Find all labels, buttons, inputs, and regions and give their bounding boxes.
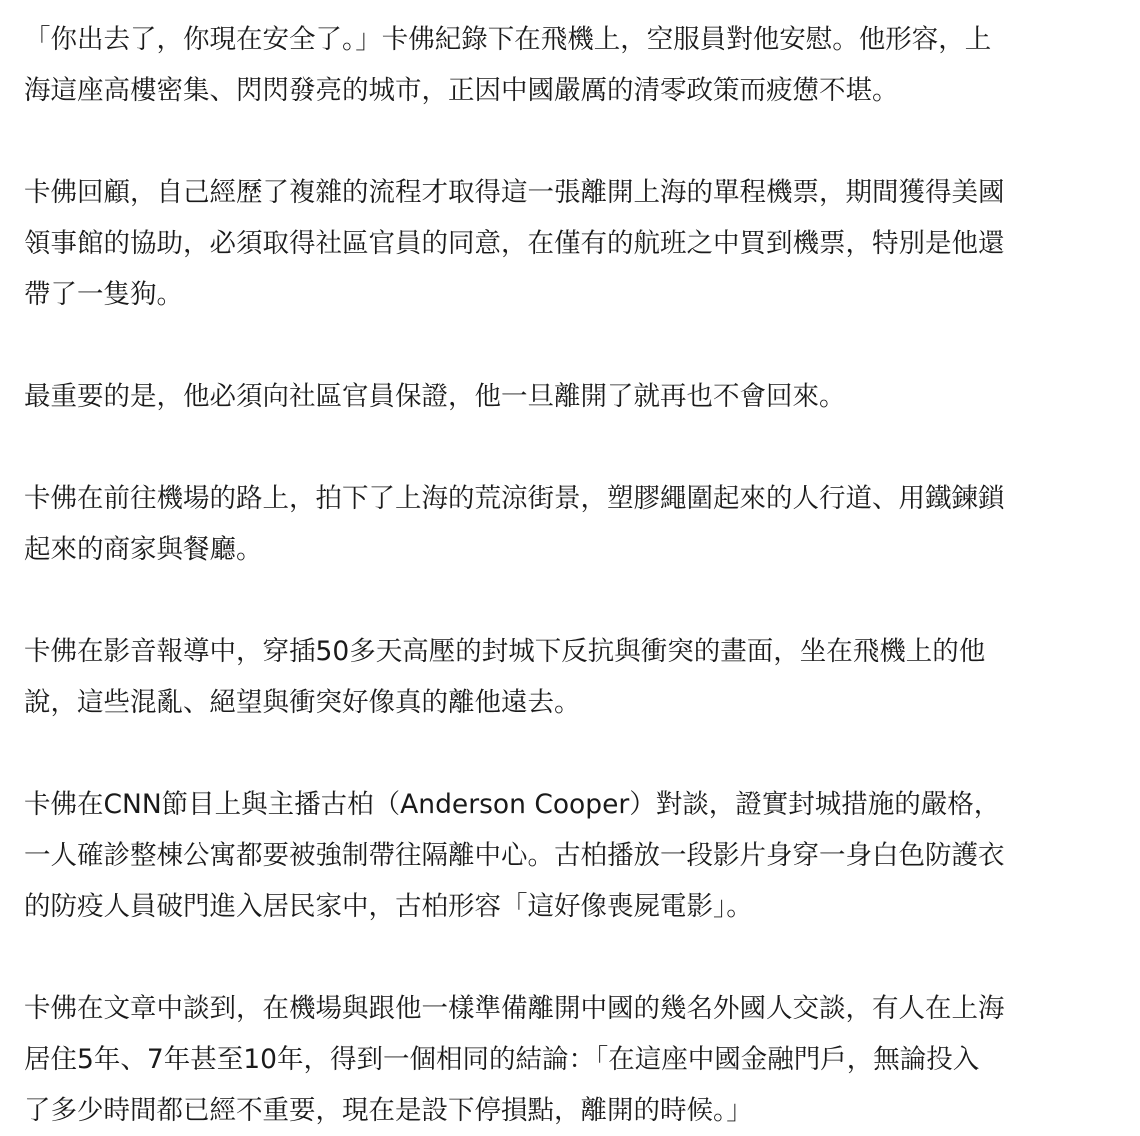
text-line: 卡佛在文章中談到，在機場與跟他一樣準備離開中國的幾名外國人交談，有人在上海: [24, 993, 1005, 1024]
paragraph-promise: [24, 371, 1116, 422]
paragraph-foreigners-conclusion: [24, 983, 1116, 1136]
paragraph-cnn-interview: [24, 779, 1116, 932]
text-line: 領事館的協助，必須取得社區官員的同意，在僅有的航班之中買到機票，特別是他還: [24, 228, 1005, 259]
text-line: 卡佛回顧，自己經歷了複雜的流程才取得這一張離開上海的單程機票，期間獲得美國: [24, 177, 1005, 208]
text-line: 最重要的是，他必須向社區官員保證，他一旦離開了就再也不會回來。: [24, 381, 846, 412]
paragraph-ticket-process: [24, 167, 1116, 320]
paragraph-video-report: [24, 626, 1116, 728]
text-line: 卡佛在CNN節目上與主播古柏（Anderson Cooper）對談，證實封城措施的嚴格，: [24, 789, 1001, 820]
text-line: 「你出去了，你現在安全了。」卡佛紀錄下在飛機上，空服員對他安慰。他形容，上: [24, 24, 992, 55]
text-line: 起來的商家與餐廳。: [24, 534, 263, 565]
text-line: 說，這些混亂、絕望與衝突好像真的離他遠去。: [24, 687, 581, 718]
text-line: 卡佛在影音報導中，穿插50多天高壓的封城下反抗與衝突的畫面，坐在飛機上的他: [24, 636, 986, 667]
text-line: 帶了一隻狗。: [24, 279, 183, 310]
text-line: 一人確診整棟公寓都要被強制帶往隔離中心。古柏播放一段影片身穿一身白色防護衣: [24, 840, 1005, 871]
text-line: 的防疫人員破門進入居民家中，古柏形容「這好像喪屍電影」。: [24, 891, 753, 922]
text-line: 海這座高樓密集、閃閃發亮的城市，正因中國嚴厲的清零政策而疲憊不堪。: [24, 75, 899, 106]
paragraph-street-scenes: [24, 473, 1116, 575]
text-line: 卡佛在前往機場的路上，拍下了上海的荒涼街景，塑膠繩圍起來的人行道、用鐵鍊鎖: [24, 483, 1005, 514]
text-line: 了多少時間都已經不重要，現在是設下停損點，離開的時候。」: [24, 1095, 753, 1126]
text-line: 居住5年、7年甚至10年，得到一個相同的結論：「在這座中國金融門戶，無論投入: [24, 1044, 980, 1075]
paragraph-flight-comfort: [24, 14, 1116, 116]
